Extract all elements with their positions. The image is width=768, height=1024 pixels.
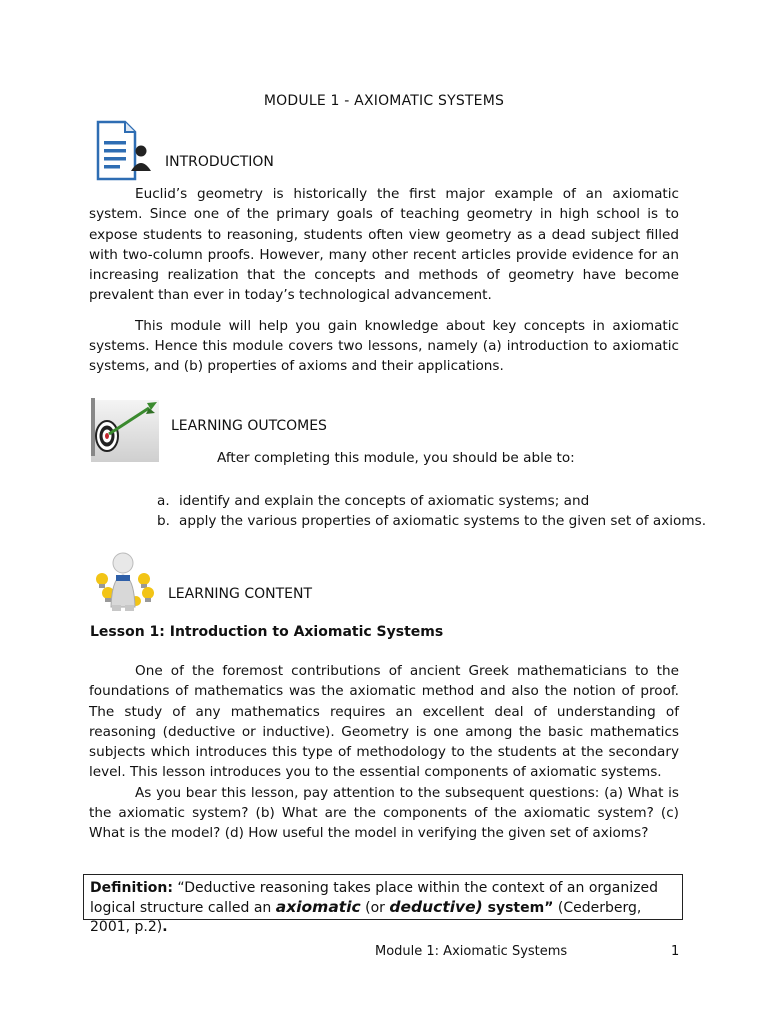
definition-term-axiomatic: axiomatic [275,898,361,916]
lightbulb-person-icon [92,549,158,617]
definition-label: Definition: [90,880,173,896]
list-item-label: b. [157,512,170,529]
page-title: MODULE 1 - AXIOMATIC SYSTEMS [263,93,505,109]
list-item [157,492,717,512]
list-item-text: apply the various properties of axiomatic systems to the given set of axioms. [179,512,707,529]
definition-box [83,874,683,935]
footer-page-number: 1 [671,944,680,959]
learning-outcomes-heading: LEARNING OUTCOMES [171,418,327,434]
definition-period: . [162,919,168,935]
introduction-heading: INTRODUCTION [165,154,274,170]
definition-citation: (Cederberg, 2001, p.2) [90,900,642,935]
lesson-paragraph-1: One of the foremost contributions of ancient Greek mathematicians to the foundations of mathematics was the axiomatic method and also the notion of proof. The study of any mathematics requires an excellent deal of understanding of reasoning (deductive or inductive). Geometry is one among the basic mathematics subjects which introduces this type of methodology to the students at the secondary level. This lesson introduces you to the essential components of axiomatic systems. [89,663,679,781]
lesson-text [89,661,679,844]
introduction-paragraph-1: Euclid’s geometry is historically the first major example of an axiomatic system. Since one of the primary goals of teaching geometry in high school is to expose students to reasoning, students often view geometry as a dead subject filled with two-column proofs. However, many other recent articles provide evidence for an increasing realization that the concepts and methods of geometry have become prevalent than ever in today’s technological advancement. [89,186,679,304]
lesson-title: Lesson 1: Introduction to Axiomatic Systems [90,624,444,640]
learning-outcomes-lead: After completing this module, you should be able to: [217,450,575,466]
footer-module-title: Module 1: Axiomatic Systems [375,944,568,959]
lesson-paragraph-2: As you bear this lesson, pay attention to the subsequent questions: (a) What is the axiomatic system? (b) What are the components of the axiomatic system? (c) What is the model? (d) How useful the model in verifying the given set of axioms? [89,784,679,842]
list-item-text: identify and explain the concepts of axiomatic systems; and [179,493,590,509]
list-item [157,512,717,532]
introduction-paragraph-2: This module will help you gain knowledge about key concepts in axiomatic systems. Hence this module covers two lessons, namely (a) introduction to axiomatic systems, and (b) properties of axioms and their applications. [89,317,679,375]
target-arrow-icon [91,398,161,474]
learning-content-heading: LEARNING CONTENT [168,586,313,602]
definition-text-mid: (or [360,900,390,916]
definition-text-system: system” [482,900,554,916]
definition-term-deductive: deductive) [389,898,483,916]
introduction-text [89,184,679,377]
document-user-icon [95,119,151,187]
list-item-label: a. [157,493,170,509]
definition-text: “Deductive reasoning takes place within the context of an organized logical structure called an [90,880,658,916]
learning-outcomes-list [157,492,717,531]
